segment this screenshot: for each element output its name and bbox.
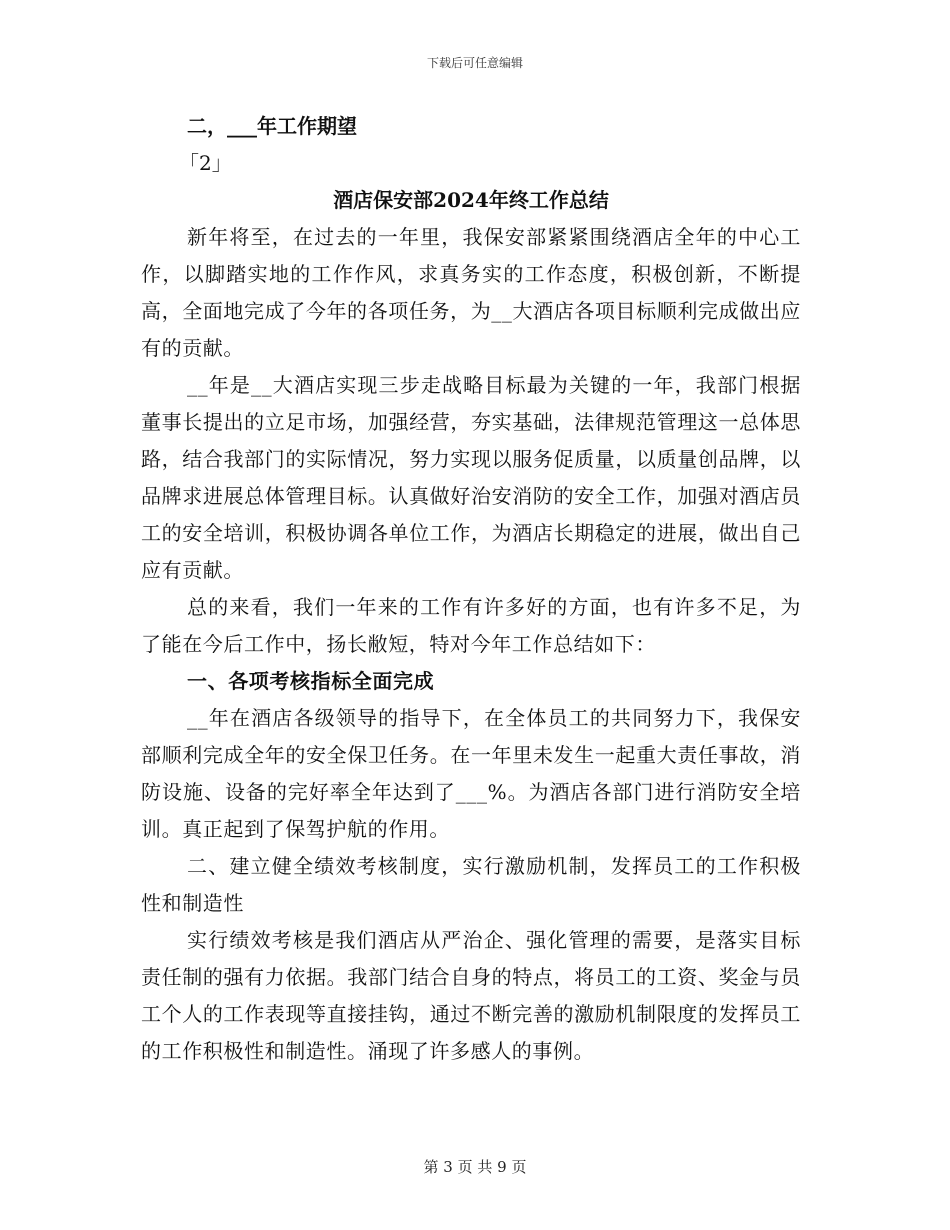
paragraph-indicators: __年在酒店各级领导的指导下，在全体员工的共同努力下，我保安部顺利完成全年的安全保卫任务。在一年里未发生一起重大责任事故，消防设施、设备的完好率全年达到了___%。为酒店各部门进行消防安全培训。真正起到了保驾护航的作用。 [141, 706, 801, 841]
numbered-marker: 「2」 [179, 151, 232, 175]
paragraph-overview: 总的来看，我们一年来的工作有许多好的方面，也有许多不足，为了能在今后工作中，扬长敝短，特对今年工作总结如下： [141, 595, 801, 656]
section-heading-performance: 二、建立健全绩效考核制度，实行激励机制，发挥员工的工作积极性和制造性 [141, 854, 801, 915]
paragraph-intro: 新年将至，在过去的一年里，我保安部紧紧围绕酒店全年的中心工作，以脚踏实地的工作作风，求真务实的工作态度，积极创新，不断提高，全面地完成了今年的各项任务，为__大酒店各项目标顺利完成做出应有的贡献。 [141, 225, 801, 360]
paragraph-performance: 实行绩效考核是我们酒店从严治企、强化管理的需要，是落实目标责任制的强有力依据。我部门结合自身的特点，将员工的工资、奖金与员工个人的工作表现等直接挂钩，通过不断完善的激励机制限度的发挥员工的工作积极性和制造性。涌现了许多感人的事例。 [141, 928, 801, 1063]
section-heading-indicators: 一、各项考核指标全面完成 [187, 669, 435, 693]
paragraph-strategy: __年是__大酒店实现三步走战略目标最为关键的一年，我部门根据董事长提出的立足市场，加强经营，夯实基础，法律规范管理这一总体思路，结合我部门的实际情况，努力实现以服务促质量，以质量创品牌，以品牌求进展总体管理目标。认真做好治安消防的安全工作，加强对酒店员工的安全培训，积极协调各单位工作，为酒店长期稳定的进展，做出自己应有贡献。 [141, 373, 801, 582]
section-heading-expectation: 二，___年工作期望 [187, 114, 357, 138]
header-note: 下载后可任意编辑 [426, 56, 523, 70]
page-number: 第 3 页 共 9 页 [423, 1158, 527, 1176]
document-title: 酒店保安部2024年终工作总结 [333, 188, 609, 212]
document-body [141, 108, 801, 1070]
